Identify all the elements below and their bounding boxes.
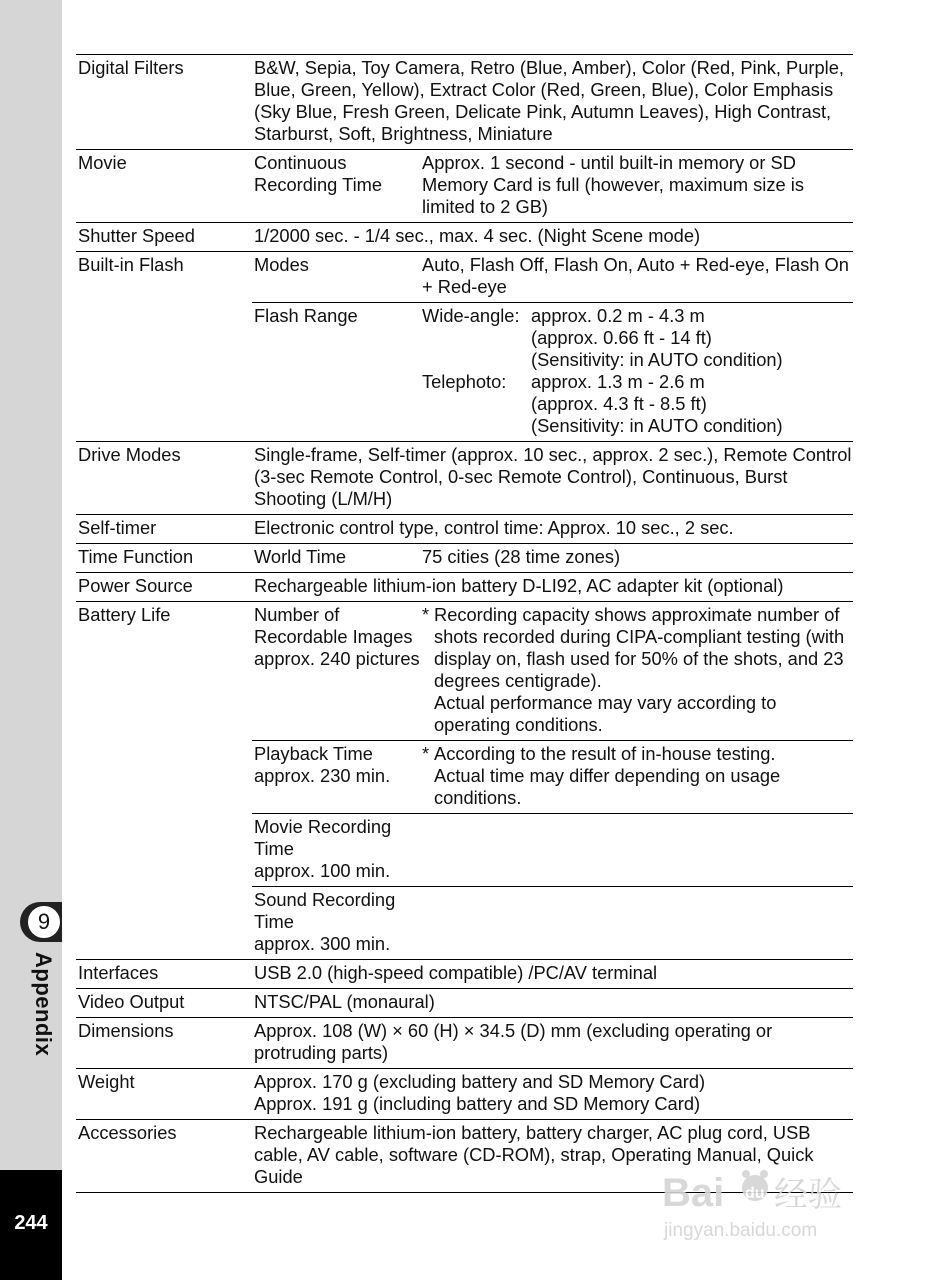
svg-text:du: du: [745, 1185, 765, 1202]
playback-note: [422, 743, 853, 809]
flash-range-grid: [422, 305, 853, 437]
spec-note: [420, 741, 853, 814]
spec-sub-label: Flash Range: [252, 303, 420, 442]
spec-label: Video Output: [76, 989, 252, 1018]
sound-rec-label: Sound Recording Time: [254, 889, 396, 932]
spec-row-weight: [76, 1069, 853, 1120]
svg-text:Bai: Bai: [662, 1171, 725, 1215]
weight-line1: Approx. 170 g (excluding battery and SD Memory Card): [254, 1071, 706, 1092]
spec-label: Digital Filters: [76, 55, 252, 150]
weight-line2: Approx. 191 g (including battery and SD Memory Card): [254, 1093, 701, 1114]
spec-sub-label: Continuous Recording Time: [252, 150, 420, 223]
spec-label: Dimensions: [76, 1018, 252, 1069]
spec-row-interfaces: [76, 960, 853, 989]
images-label: Number of Recordable Images: [254, 604, 413, 647]
playback-note-text1: According to the result of in-house testing.: [434, 743, 776, 764]
images-note-text1: Recording capacity shows approximate number of shots recorded during CIPA-compliant testing (with display on, flash used for 50% of the shots, and 23 degrees centigrade).: [434, 604, 845, 691]
spec-value: Approx. 108 (W) × 60 (H) × 34.5 (D) mm (excluding operating or protruding parts): [252, 1018, 853, 1069]
watermark: [662, 1166, 872, 1246]
chapter-number: 9: [27, 905, 61, 939]
spec-value: Rechargeable lithium-ion battery D-LI92, AC adapter kit (optional): [252, 573, 853, 602]
playback-note-text2: Actual time may differ depending on usage conditions.: [434, 765, 781, 808]
spec-value: 1/2000 sec. - 1/4 sec., max. 4 sec. (Night Scene mode): [252, 223, 853, 252]
spec-label: Time Function: [76, 544, 252, 573]
spec-row-dimensions: [76, 1018, 853, 1069]
spec-value: USB 2.0 (high-speed compatible) /PC/AV terminal: [252, 960, 853, 989]
images-note-text2: Actual performance may vary according to operating conditions.: [434, 692, 777, 735]
watermark-logo: [662, 1166, 872, 1218]
spec-label: Drive Modes: [76, 442, 252, 515]
spec-row-battery-life: [76, 602, 853, 741]
note-asterisk: *: [422, 743, 430, 764]
images-value: approx. 240 pictures: [254, 648, 420, 669]
spec-row-drive-modes: [76, 442, 853, 515]
wide-angle-line1: approx. 0.2 m - 4.3 m: [531, 305, 705, 326]
movie-rec-label: Movie Recording Time: [254, 816, 392, 859]
spec-value: [252, 1069, 853, 1120]
chapter-title: Appendix: [31, 952, 56, 1057]
spec-row-time-function: [76, 544, 853, 573]
wide-angle-line3: (Sensitivity: in AUTO condition): [531, 349, 783, 370]
spec-label: Interfaces: [76, 960, 252, 989]
spec-value: B&W, Sepia, Toy Camera, Retro (Blue, Amber), Color (Red, Pink, Purple, Blue, Green, Yellow), Extract Color (Red, Green, Blue), Color Emphasis (Sky Blue, Fresh Green, Delicate Pink, Autumn Leaves), High Contrast, Starburst, Soft, Brightness, Miniature: [252, 55, 853, 150]
spec-row-built-in-flash: [76, 252, 853, 303]
spec-label: Power Source: [76, 573, 252, 602]
movie-rec-value: approx. 100 min.: [254, 860, 391, 881]
telephoto-label: Telephoto:: [422, 371, 507, 392]
watermark-url: [662, 1216, 872, 1242]
page-number: 244: [14, 1212, 48, 1234]
spec-row-digital-filters: [76, 55, 853, 150]
spec-row-video-output: [76, 989, 853, 1018]
spec-sub-label: [252, 887, 420, 960]
svg-text:jingyan.baidu.com: jingyan.baidu.com: [664, 1220, 818, 1241]
playback-value: approx. 230 min.: [254, 765, 391, 786]
spec-value: 75 cities (28 time zones): [420, 544, 853, 573]
flash-range-values: [420, 303, 853, 442]
spec-value: Electronic control type, control time: Approx. 10 sec., 2 sec.: [252, 515, 853, 544]
spec-label: Accessories: [76, 1120, 252, 1193]
spec-label: Weight: [76, 1069, 252, 1120]
spec-sub-label: World Time: [252, 544, 420, 573]
spec-label: Built-in Flash: [76, 252, 252, 442]
wide-angle-line2: (approx. 0.66 ft - 14 ft): [531, 327, 712, 348]
wide-angle-label: Wide-angle:: [422, 305, 520, 326]
spec-row-movie: [76, 150, 853, 223]
spec-value: Rechargeable lithium-ion battery, battery charger, AC plug cord, USB cable, AV cable, software (CD-ROM), strap, Operating Manual, Quick Guide: [252, 1120, 853, 1193]
svg-text:经验: 经验: [774, 1175, 842, 1215]
spec-sub-label: [252, 814, 420, 887]
spec-label: Shutter Speed: [76, 223, 252, 252]
spec-sub-label: Modes: [252, 252, 420, 303]
spec-label: Self-timer: [76, 515, 252, 544]
spec-value: Single-frame, Self-timer (approx. 10 sec., approx. 2 sec.), Remote Control (3-sec Remote Control, 0-sec Remote Control), Continuous, Burst Shooting (L/M/H): [252, 442, 853, 515]
telephoto-line1: approx. 1.3 m - 2.6 m: [531, 371, 705, 392]
spec-label: Movie: [76, 150, 252, 223]
note-asterisk: *: [422, 604, 430, 625]
spec-note: [420, 602, 853, 741]
spec-row-power-source: [76, 573, 853, 602]
telephoto-line2: (approx. 4.3 ft - 8.5 ft): [531, 393, 707, 414]
sound-rec-value: approx. 300 min.: [254, 933, 391, 954]
spec-row-self-timer: [76, 515, 853, 544]
telephoto-line3: (Sensitivity: in AUTO condition): [531, 415, 783, 436]
spec-table: [76, 54, 853, 1193]
spec-value: NTSC/PAL (monaural): [252, 989, 853, 1018]
spec-label: Battery Life: [76, 602, 252, 960]
spec-sub-label: [252, 741, 420, 814]
spec-sub-label: [252, 602, 420, 741]
spec-row-shutter-speed: [76, 223, 853, 252]
spec-value: Approx. 1 second - until built-in memory or SD Memory Card is full (however, maximum size is limited to 2 GB): [420, 150, 853, 223]
playback-label: Playback Time: [254, 743, 373, 764]
images-note: [422, 604, 853, 736]
chapter-sidebar: [0, 0, 62, 1280]
spec-value: Auto, Flash Off, Flash On, Auto + Red-eye, Flash On + Red-eye: [420, 252, 853, 303]
